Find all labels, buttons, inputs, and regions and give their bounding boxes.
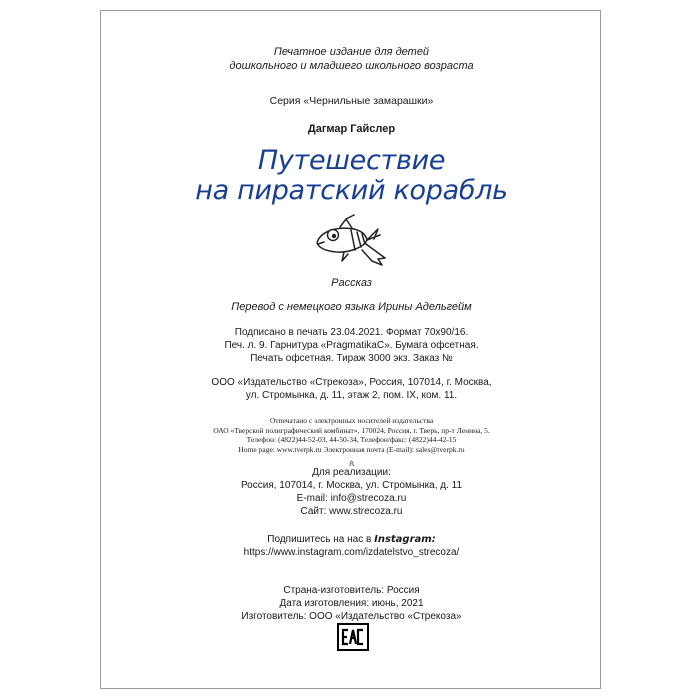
audience-line-2: дошкольного и младшего школьного возраста [229, 60, 474, 72]
eac-mark-drawing [341, 628, 365, 646]
publisher-info [101, 376, 602, 402]
distribution-info [101, 466, 602, 518]
book-imprint-page [100, 10, 601, 689]
social-info [101, 533, 602, 559]
printer-line-3: Телефон: (4822)44-52-03, 44-50-34, Телефон/факс: (4822)44-42-15 [246, 435, 457, 444]
print-line-1: Подписано в печать 23.04.2021. Формат 70x90/16. [234, 327, 469, 338]
printer-mark-icon: ጰ [349, 458, 355, 468]
series-name: Серия «Чернильные замарашки» [269, 95, 434, 107]
translation-credit: Перевод с немецкого языка Ирины Адельгейм [231, 301, 472, 313]
publisher-line-2: ул. Стромынка, д. 11, этаж 2, пом. IX, ком. 11. [245, 390, 458, 401]
manufacturer-info [101, 584, 602, 623]
origin-country: Страна-изготовитель: Россия [283, 585, 420, 596]
eac-certification-icon [337, 623, 369, 651]
printer-line-1: Отпечатано с электронных носителей издательства [269, 416, 434, 425]
title-line-2: на пиратский корабль [195, 175, 508, 206]
printer-line-4: Home page: www.tverpk.ru Электронная почта (E-mail): sales@tverpk.ru [238, 444, 465, 454]
genre-label: Рассказ [331, 277, 372, 289]
origin-date: Дата изготовления: июнь, 2021 [279, 598, 424, 609]
title-line-1: Путешествие [257, 145, 446, 176]
author-name: Дагмар Гайслер [307, 123, 396, 135]
print-line-3: Печать офсетная. Тираж 3000 экз. Заказ № [250, 353, 453, 364]
print-details [101, 326, 602, 365]
instagram-url: https://www.instagram.com/izdatelstvo_strecoza/ [243, 547, 460, 558]
audience-line-1: Печатное издание для детей [273, 46, 430, 58]
fish-drawing-icon [310, 211, 394, 269]
printer-info [101, 416, 602, 454]
social-prompt: Подпишитесь на нас в [267, 534, 372, 545]
printer-line-2: ОАО «Тверской полиграфический комбинат», 170024, Россия, г. Тверь, пр-т Ленина, 5. [213, 425, 490, 435]
distribution-email: E-mail: info@strecoza.ru [296, 493, 407, 504]
instagram-label: Instagram: [374, 534, 436, 545]
social-prompt-line [101, 533, 602, 546]
print-line-2: Печ. л. 9. Гарнитура «PragmatikaC». Бумага офсетная. [224, 340, 479, 351]
distribution-site: Сайт: www.strecoza.ru [300, 506, 403, 517]
publisher-line-1: ООО «Издательство «Стрекоза», Россия, 107014, г. Москва, [211, 377, 492, 388]
distribution-label: Для реализации: [312, 467, 391, 478]
book-title [101, 146, 602, 206]
distribution-address: Россия, 107014, г. Москва, ул. Стромынка, д. 11 [240, 480, 463, 491]
audience-note [101, 45, 602, 73]
origin-maker: Изготовитель: ООО «Издательство «Стрекоза» [241, 611, 462, 622]
